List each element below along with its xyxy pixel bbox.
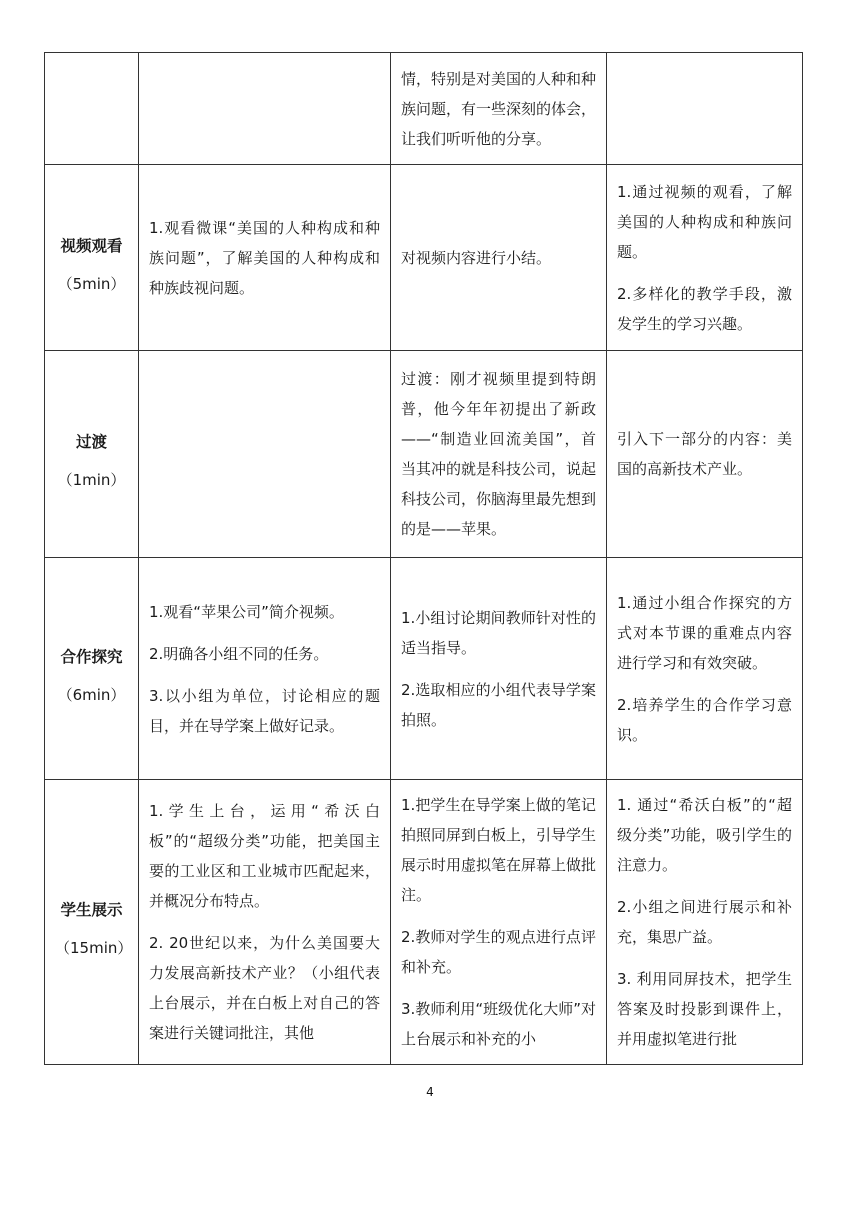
stage-cell [45, 165, 139, 351]
teacher-activity-text: 对视频内容进行小结。 [401, 248, 552, 267]
lesson-plan-table [44, 52, 803, 1065]
purpose-text: 3. 利用同屏技术，把学生答案及时投影到课件上，并用虚拟笔进行批 [617, 970, 792, 1048]
table-row [45, 558, 803, 780]
purpose-text: 1.通过小组合作探究的方式对本节课的重难点内容进行学习和有效突破。 [617, 593, 792, 672]
stage-name: 学生展示 [60, 901, 123, 919]
stage-time: （5min） [57, 274, 126, 293]
page-number: 4 [426, 1085, 434, 1099]
student-activity-cell [139, 53, 391, 165]
stage-time: （15min） [55, 939, 133, 957]
stage-cell [45, 780, 139, 1065]
teacher-activity-text: 3.教师利用“班级优化大师”对上台展示和补充的小 [401, 1000, 596, 1048]
teacher-activity-cell [391, 780, 607, 1065]
student-activity-text: 2. 20世纪以来，为什么美国要大力发展高新技术产业？（小组代表上台展示，并在白板上对自己的答案进行关键词批注，其他 [149, 934, 380, 1042]
purpose-cell [607, 351, 803, 558]
purpose-cell [607, 53, 803, 165]
table-row [45, 53, 803, 165]
teacher-activity-text: 1.把学生在导学案上做的笔记拍照同屏到白板上，引导学生展示时用虚拟笔在屏幕上做批注。 [401, 796, 597, 904]
teacher-activity-text: 情，特别是对美国的人种和种族问题，有一些深刻的体会，让我们听听他的分享。 [401, 69, 597, 148]
student-activity-text: 2.明确各小组不同的任务。 [149, 644, 329, 663]
teacher-activity-cell [391, 558, 607, 780]
student-activity-cell [139, 558, 391, 780]
stage-cell [45, 351, 139, 558]
purpose-cell [607, 780, 803, 1065]
student-activity-text: 1.观看微课“美国的人种构成和种族问题”，了解美国的人种构成和种族歧视问题。 [149, 218, 380, 297]
student-activity-cell [139, 165, 391, 351]
purpose-text: 1.通过视频的观看，了解美国的人种构成和种族问题。 [617, 182, 792, 261]
stage-time: （6min） [57, 685, 126, 704]
table-row [45, 780, 803, 1065]
stage-name: 视频观看 [60, 236, 123, 255]
teacher-activity-cell [391, 53, 607, 165]
teacher-activity-text: 2.教师对学生的观点进行点评和补充。 [401, 928, 596, 976]
student-activity-text: 1.学生上台，运用“希沃白板”的“超级分类”功能，把美国主要的工业区和工业城市匹配起来，并概况分布特点。 [149, 802, 380, 910]
student-activity-cell [139, 780, 391, 1065]
stage-time: （1min） [57, 471, 126, 489]
teacher-activity-text: 1.小组讨论期间教师针对性的适当指导。 [401, 608, 596, 657]
teacher-activity-text: 2.选取相应的小组代表导学案拍照。 [401, 680, 596, 729]
purpose-text: 引入下一部分的内容：美国的高新技术产业。 [617, 430, 792, 478]
stage-cell [45, 558, 139, 780]
student-activity-text: 3.以小组为单位，讨论相应的题目，并在导学案上做好记录。 [149, 686, 380, 735]
table-row [45, 351, 803, 558]
purpose-text: 2.培养学生的合作学习意识。 [617, 695, 792, 744]
purpose-cell [607, 558, 803, 780]
teacher-activity-text: 过渡：刚才视频里提到特朗普，他今年年初提出了新政——“制造业回流美国”，首当其冲的就是科技公司，说起科技公司，你脑海里最先想到的是——苹果。 [401, 370, 597, 538]
purpose-text: 2.多样化的教学手段，激发学生的学习兴趣。 [617, 284, 792, 333]
stage-name: 过渡 [75, 433, 107, 451]
stage-name: 合作探究 [60, 647, 123, 666]
table-row [45, 165, 803, 351]
purpose-cell [607, 165, 803, 351]
student-activity-cell [139, 351, 391, 558]
purpose-text: 1. 通过“希沃白板”的“超级分类”功能，吸引学生的注意力。 [617, 796, 792, 874]
student-activity-text: 1.观看“苹果公司”简介视频。 [149, 602, 344, 621]
purpose-text: 2.小组之间进行展示和补充，集思广益。 [617, 898, 792, 946]
teacher-activity-cell [391, 351, 607, 558]
stage-cell [45, 53, 139, 165]
teacher-activity-cell [391, 165, 607, 351]
